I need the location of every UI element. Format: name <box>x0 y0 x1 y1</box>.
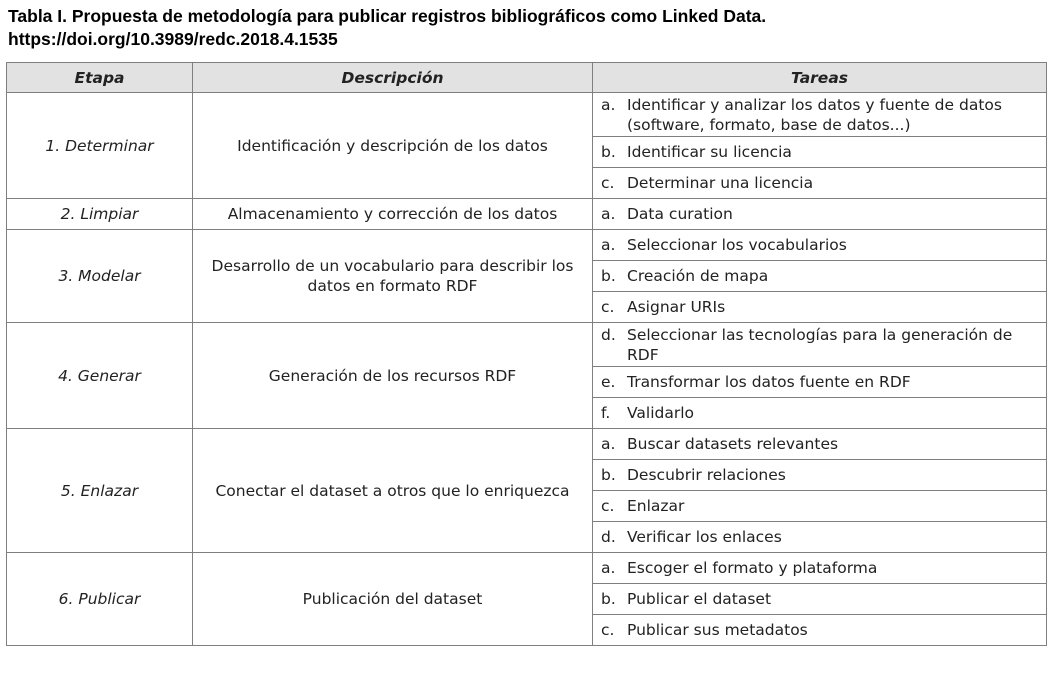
etapa-cell: 3. Modelar <box>7 230 193 323</box>
task-text: Identificar y analizar los datos y fuente de datos (software, formato, base de datos...) <box>627 95 1002 134</box>
caption-title: Tabla I. Propuesta de metodología para publicar registros bibliográficos como Linked Data. <box>8 6 767 26</box>
task-text: Data curation <box>627 205 733 223</box>
task-letter: c. <box>601 298 615 316</box>
table-row <box>7 553 1047 584</box>
task-cell <box>593 522 1047 553</box>
task-text: Buscar datasets relevantes <box>627 435 839 453</box>
task-letter: a. <box>601 236 616 254</box>
task-letter: b. <box>601 143 616 161</box>
table-caption <box>8 5 766 51</box>
task-text: Seleccionar las tecnologías para la generación de RDF <box>627 325 1013 364</box>
task-item <box>593 142 1046 162</box>
task-letter: a. <box>601 205 616 223</box>
task-cell <box>593 553 1047 584</box>
task-text: Creación de mapa <box>627 267 769 285</box>
task-item <box>593 266 1046 286</box>
task-text: Asignar URIs <box>627 298 726 316</box>
task-item <box>593 434 1046 454</box>
task-cell <box>593 429 1047 460</box>
task-cell <box>593 615 1047 646</box>
task-item <box>593 527 1046 547</box>
descripcion-cell: Conectar el dataset a otros que lo enriquezca <box>193 429 593 553</box>
task-cell <box>593 230 1047 261</box>
task-text: Determinar una licencia <box>627 174 814 192</box>
etapa-cell: 2. Limpiar <box>7 199 193 230</box>
task-text: Escoger el formato y plataforma <box>627 559 878 577</box>
task-item <box>593 589 1046 609</box>
descripcion-cell: Publicación del dataset <box>193 553 593 646</box>
task-letter: d. <box>601 528 616 546</box>
task-letter: b. <box>601 466 616 484</box>
task-letter: a. <box>601 559 616 577</box>
header-row <box>7 63 1047 93</box>
table-row <box>7 323 1047 367</box>
task-cell <box>593 93 1047 137</box>
task-cell <box>593 584 1047 615</box>
task-item <box>593 496 1046 516</box>
task-cell <box>593 137 1047 168</box>
table-row <box>7 429 1047 460</box>
header-descripcion: Descripción <box>193 63 593 93</box>
descripcion-cell: Identificación y descripción de los datos <box>193 93 593 199</box>
descripcion-cell: Generación de los recursos RDF <box>193 323 593 429</box>
caption-doi: https://doi.org/10.3989/redc.2018.4.1535 <box>8 29 338 49</box>
task-cell <box>593 292 1047 323</box>
table-row <box>7 199 1047 230</box>
task-letter: c. <box>601 174 615 192</box>
task-cell <box>593 261 1047 292</box>
task-text: Validarlo <box>627 404 695 422</box>
task-letter: a. <box>601 435 616 453</box>
task-item <box>593 95 1046 135</box>
descripcion-cell: Almacenamiento y corrección de los datos <box>193 199 593 230</box>
task-letter: d. <box>601 325 616 344</box>
task-cell <box>593 367 1047 398</box>
task-letter: c. <box>601 621 615 639</box>
task-text: Transformar los datos fuente en RDF <box>627 373 911 391</box>
task-item <box>593 325 1046 365</box>
task-text: Descubrir relaciones <box>627 466 786 484</box>
etapa-cell: 5. Enlazar <box>7 429 193 553</box>
task-letter: e. <box>601 373 616 391</box>
task-text: Seleccionar los vocabularios <box>627 236 847 254</box>
task-item <box>593 297 1046 317</box>
task-letter: c. <box>601 497 615 515</box>
task-item <box>593 558 1046 578</box>
table-row <box>7 93 1047 137</box>
task-cell <box>593 460 1047 491</box>
task-cell <box>593 168 1047 199</box>
task-item <box>593 403 1046 423</box>
table-row <box>7 230 1047 261</box>
task-cell <box>593 323 1047 367</box>
etapa-cell: 4. Generar <box>7 323 193 429</box>
task-item <box>593 620 1046 640</box>
task-letter: a. <box>601 95 616 114</box>
header-tareas: Tareas <box>593 63 1047 93</box>
task-item <box>593 465 1046 485</box>
task-item <box>593 204 1046 224</box>
task-text: Publicar el dataset <box>627 590 772 608</box>
methodology-table <box>6 62 1047 646</box>
task-letter: b. <box>601 267 616 285</box>
table-body <box>7 93 1047 646</box>
etapa-cell: 6. Publicar <box>7 553 193 646</box>
etapa-cell: 1. Determinar <box>7 93 193 199</box>
task-text: Publicar sus metadatos <box>627 621 808 639</box>
task-text: Identificar su licencia <box>627 143 792 161</box>
header-etapa: Etapa <box>7 63 193 93</box>
task-cell <box>593 199 1047 230</box>
task-item <box>593 235 1046 255</box>
task-letter: b. <box>601 590 616 608</box>
task-item <box>593 173 1046 193</box>
task-letter: f. <box>601 404 611 422</box>
task-text: Verificar los enlaces <box>627 528 782 546</box>
task-text: Enlazar <box>627 497 685 515</box>
descripcion-cell: Desarrollo de un vocabulario para describir los datos en formato RDF <box>193 230 593 323</box>
task-cell <box>593 398 1047 429</box>
task-cell <box>593 491 1047 522</box>
task-item <box>593 372 1046 392</box>
